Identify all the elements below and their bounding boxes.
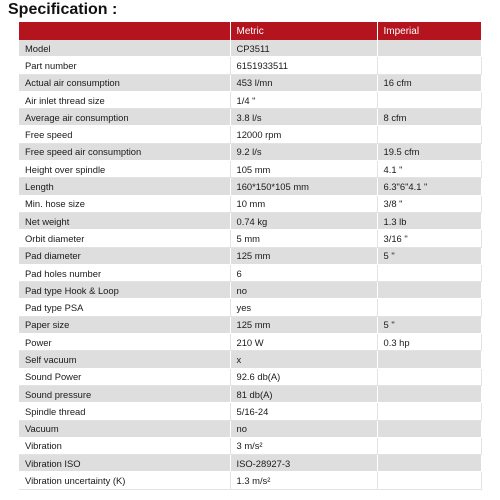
table-row [19, 368, 481, 385]
spec-parameter-cell: Free speed [19, 126, 230, 143]
spec-parameter-cell: Pad type Hook & Loop [19, 282, 230, 299]
spec-metric-cell: 0.74 kg [230, 212, 377, 229]
spec-parameter-cell: Free speed air consumption [19, 143, 230, 160]
spec-metric-cell: 125 mm [230, 247, 377, 264]
spec-parameter-cell: Self vacuum [19, 351, 230, 368]
spec-metric-cell: x [230, 351, 377, 368]
spec-metric-cell: 453 l/mn [230, 74, 377, 91]
spec-metric-cell: 6 [230, 264, 377, 281]
table-row [19, 57, 481, 74]
spec-metric-cell: CP3511 [230, 40, 377, 57]
spec-imperial-cell: 4.1 " [377, 161, 481, 178]
spec-parameter-cell: Length [19, 178, 230, 195]
spec-parameter-cell: Air inlet thread size [19, 91, 230, 108]
table-row [19, 403, 481, 420]
spec-imperial-cell [377, 420, 481, 437]
column-header-parameter [19, 22, 230, 40]
spec-metric-cell: 125 mm [230, 316, 377, 333]
spec-metric-cell: 210 W [230, 334, 377, 351]
table-row [19, 385, 481, 402]
spec-table-body [19, 40, 481, 489]
table-row [19, 109, 481, 126]
spec-imperial-cell [377, 403, 481, 420]
spec-metric-cell: 160*150*105 mm [230, 178, 377, 195]
spec-parameter-cell: Vibration uncertainty (K) [19, 472, 230, 489]
table-row [19, 178, 481, 195]
table-row [19, 299, 481, 316]
table-row [19, 143, 481, 160]
spec-parameter-cell: Pad diameter [19, 247, 230, 264]
spec-parameter-cell: Average air consumption [19, 109, 230, 126]
spec-imperial-cell: 1.3 lb [377, 212, 481, 229]
spec-parameter-cell: Spindle thread [19, 403, 230, 420]
spec-imperial-cell: 3/16 " [377, 230, 481, 247]
spec-metric-cell: no [230, 282, 377, 299]
spec-parameter-cell: Paper size [19, 316, 230, 333]
spec-imperial-cell [377, 40, 481, 57]
spec-imperial-cell: 19.5 cfm [377, 143, 481, 160]
table-row [19, 40, 481, 57]
spec-imperial-cell [377, 437, 481, 454]
spec-imperial-cell [377, 351, 481, 368]
spec-imperial-cell: 8 cfm [377, 109, 481, 126]
table-row [19, 230, 481, 247]
table-row [19, 74, 481, 91]
spec-imperial-cell [377, 282, 481, 299]
table-row [19, 91, 481, 108]
table-row [19, 472, 481, 489]
table-row [19, 161, 481, 178]
spec-metric-cell: 92.6 db(A) [230, 368, 377, 385]
column-header-metric: Metric [230, 22, 377, 40]
spec-parameter-cell: Min. hose size [19, 195, 230, 212]
table-row [19, 247, 481, 264]
spec-metric-cell: 1.3 m/s² [230, 472, 377, 489]
spec-table [19, 22, 482, 490]
table-row [19, 195, 481, 212]
spec-imperial-cell: 3/8 " [377, 195, 481, 212]
table-row [19, 126, 481, 143]
spec-metric-cell: ISO-28927-3 [230, 455, 377, 472]
spec-metric-cell: 12000 rpm [230, 126, 377, 143]
spec-parameter-cell: Vibration ISO [19, 455, 230, 472]
spec-imperial-cell: 16 cfm [377, 74, 481, 91]
spec-parameter-cell: Pad holes number [19, 264, 230, 281]
spec-metric-cell: 10 mm [230, 195, 377, 212]
spec-metric-cell: 9.2 l/s [230, 143, 377, 160]
spec-metric-cell: 3 m/s² [230, 437, 377, 454]
table-row [19, 264, 481, 281]
spec-metric-cell: 5/16-24 [230, 403, 377, 420]
table-row [19, 455, 481, 472]
spec-parameter-cell: Vibration [19, 437, 230, 454]
table-row [19, 351, 481, 368]
page-title: Specification : [8, 1, 118, 18]
spec-parameter-cell: Orbit diameter [19, 230, 230, 247]
spec-parameter-cell: Pad type PSA [19, 299, 230, 316]
spec-imperial-cell [377, 455, 481, 472]
spec-metric-cell: 3.8 l/s [230, 109, 377, 126]
spec-metric-cell: 1/4 " [230, 91, 377, 108]
spec-parameter-cell: Part number [19, 57, 230, 74]
spec-imperial-cell: 5 " [377, 316, 481, 333]
table-row [19, 212, 481, 229]
spec-parameter-cell: Power [19, 334, 230, 351]
spec-imperial-cell [377, 472, 481, 489]
spec-imperial-cell [377, 299, 481, 316]
spec-parameter-cell: Model [19, 40, 230, 57]
spec-metric-cell: 81 db(A) [230, 385, 377, 402]
spec-metric-cell: no [230, 420, 377, 437]
spec-parameter-cell: Actual air consumption [19, 74, 230, 91]
spec-imperial-cell: 6.3"6"4.1 " [377, 178, 481, 195]
spec-metric-cell: 105 mm [230, 161, 377, 178]
spec-imperial-cell [377, 91, 481, 108]
spec-parameter-cell: Vacuum [19, 420, 230, 437]
spec-imperial-cell [377, 57, 481, 74]
spec-parameter-cell: Height over spindle [19, 161, 230, 178]
spec-imperial-cell [377, 264, 481, 281]
table-row [19, 282, 481, 299]
spec-metric-cell: 5 mm [230, 230, 377, 247]
spec-imperial-cell: 5 " [377, 247, 481, 264]
spec-parameter-cell: Sound Power [19, 368, 230, 385]
table-header-row [19, 22, 481, 40]
table-row [19, 420, 481, 437]
spec-imperial-cell [377, 368, 481, 385]
spec-parameter-cell: Sound pressure [19, 385, 230, 402]
spec-imperial-cell [377, 126, 481, 143]
spec-metric-cell: 6151933511 [230, 57, 377, 74]
spec-metric-cell: yes [230, 299, 377, 316]
spec-imperial-cell: 0.3 hp [377, 334, 481, 351]
table-row [19, 334, 481, 351]
spec-imperial-cell [377, 385, 481, 402]
column-header-imperial: Imperial [377, 22, 481, 40]
table-row [19, 437, 481, 454]
table-row [19, 316, 481, 333]
spec-parameter-cell: Net weight [19, 212, 230, 229]
